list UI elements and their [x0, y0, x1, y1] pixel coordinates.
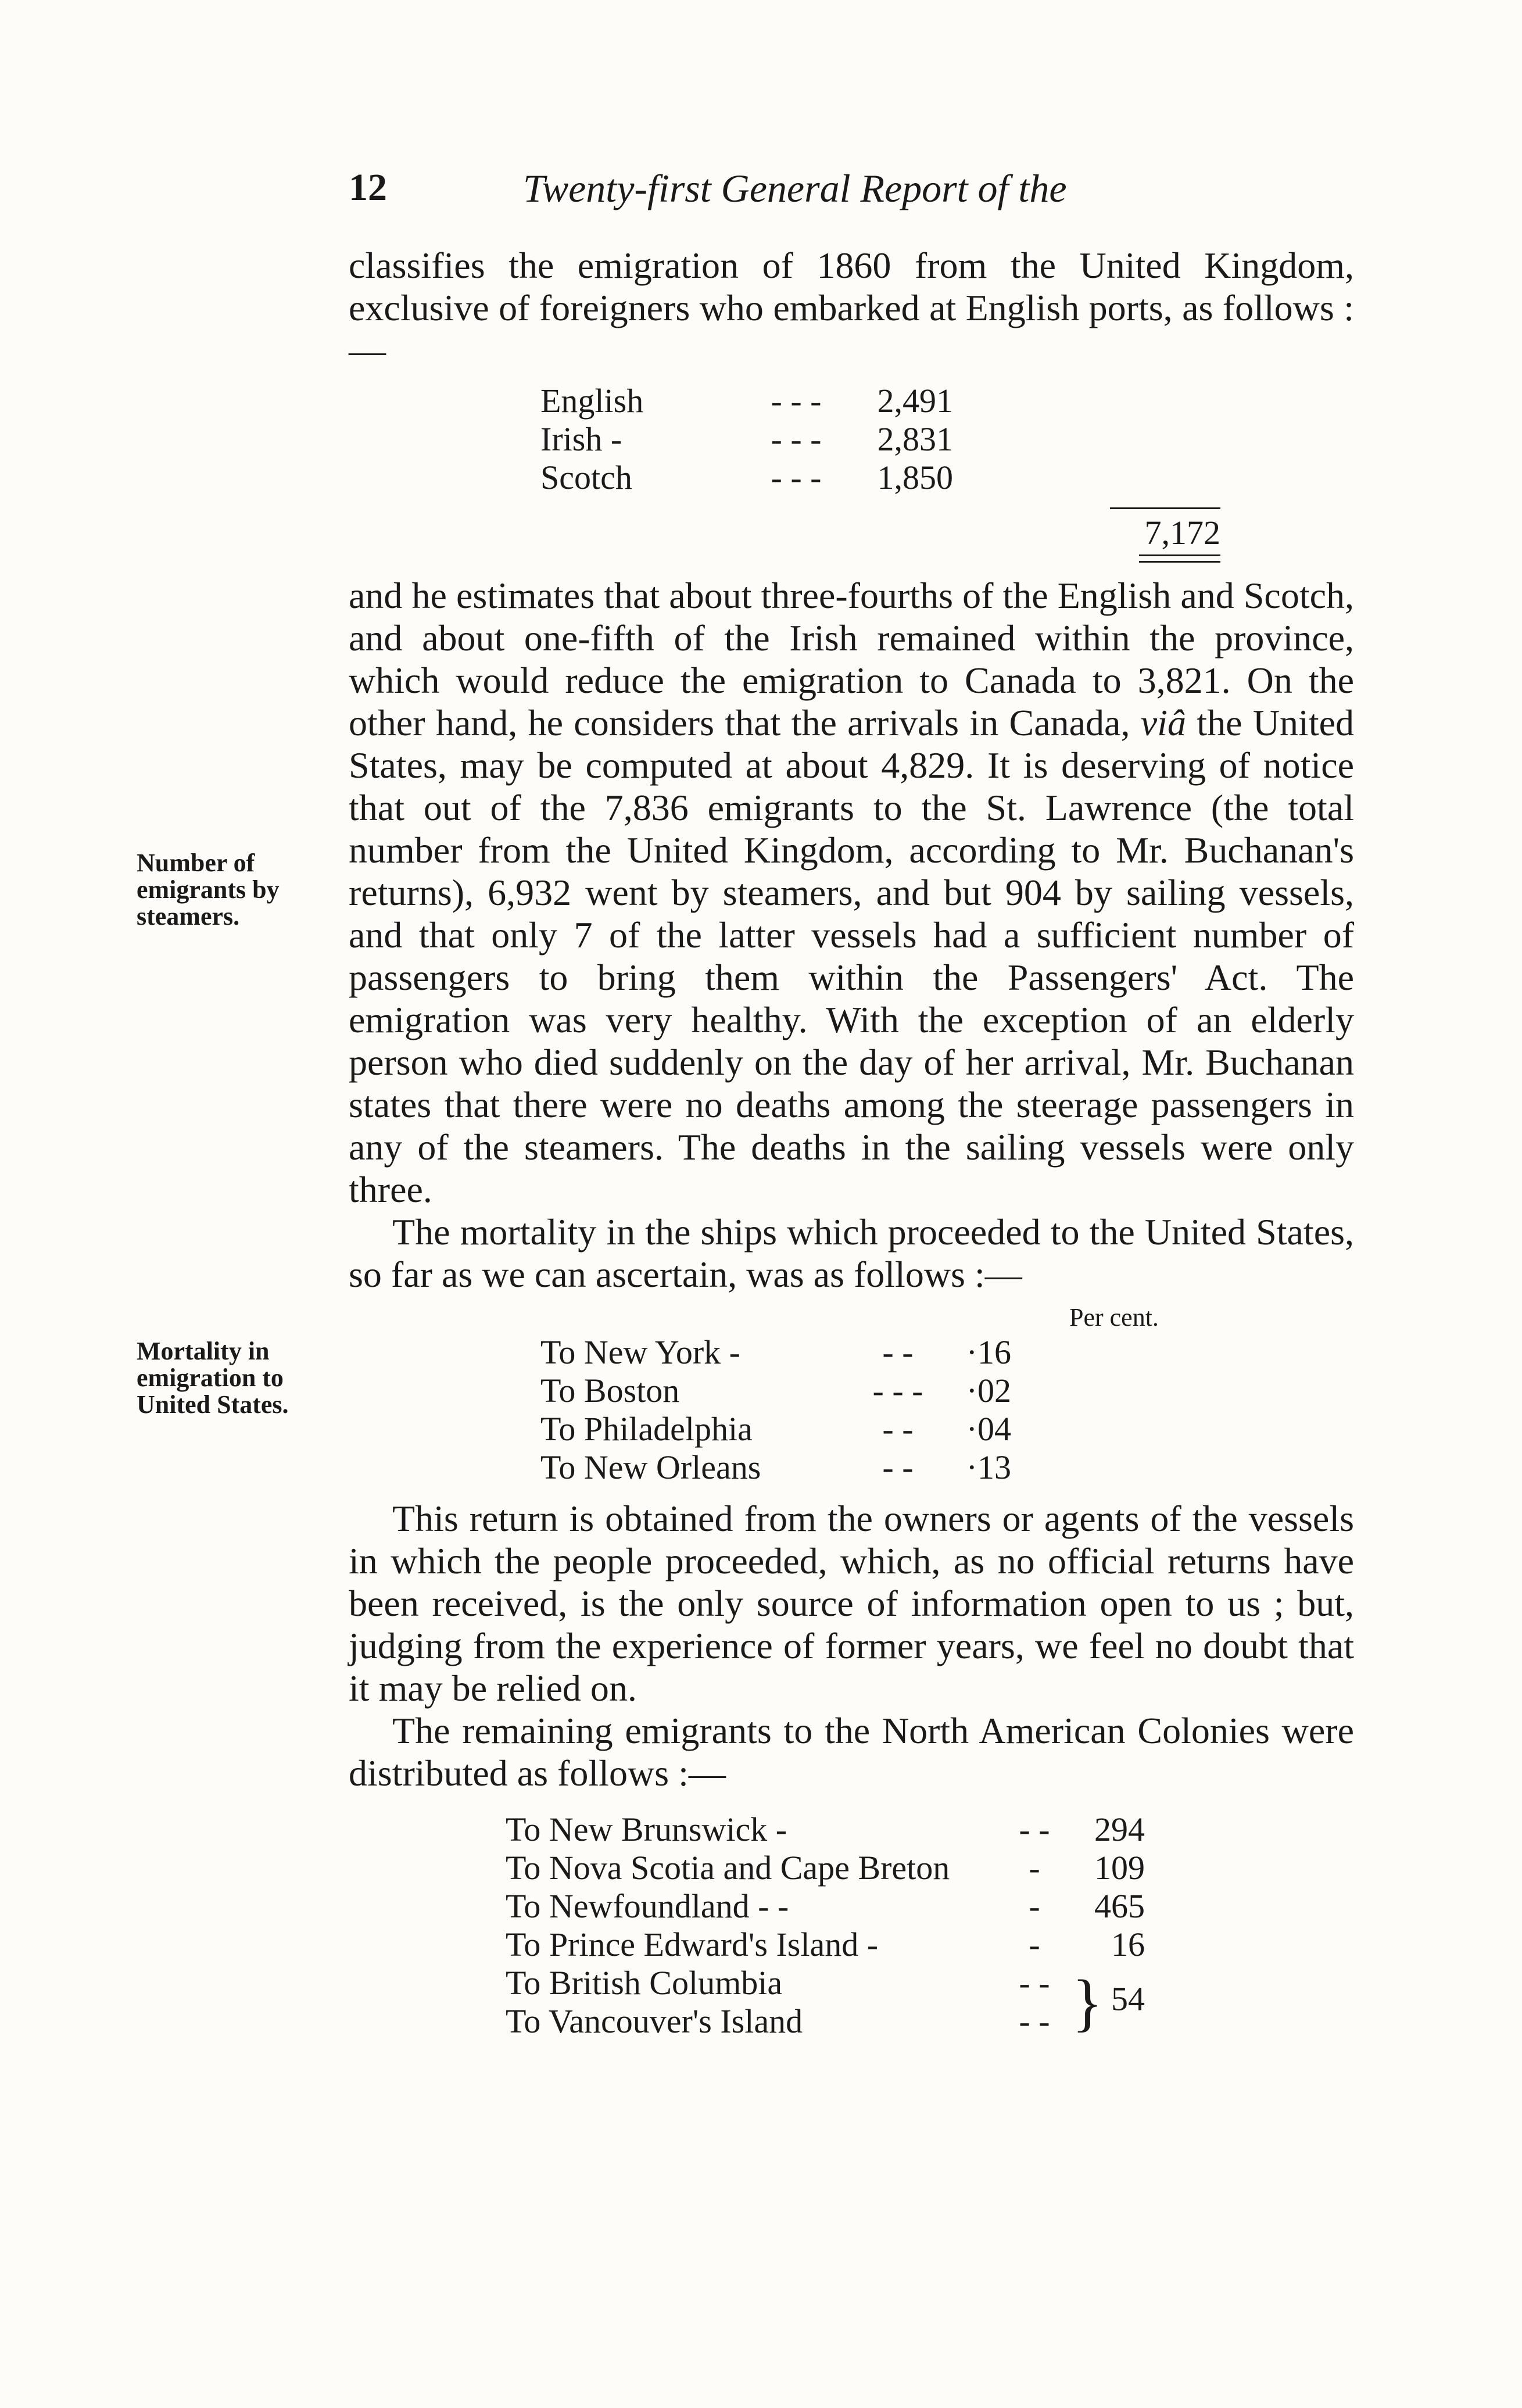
leader-dashes: - -	[1019, 1811, 1050, 1848]
paragraph-2-rest: the United States, may be computed at about 4,829. It is deserving of notice that out of the 7,836 emigrants to the St. Lawrence (the total number from the United Kingdom, according to Mr. Buchanan's returns), 6,932 went by steamers, and but 904 by sailing vessels, and that only 7 of the latter vessels had a sufficient number of passengers to bring them within the Passengers' Act. The emigration was very healthy. With the exception of an elderly person who died suddenly on the day of her arrival, Mr. Buchanan states that there were no deaths among the steerage passengers in any of the steamers. The deaths in the sailing vessels were only three.	[349, 702, 1355, 1210]
row-value: ·02	[966, 1372, 1011, 1409]
table-row	[540, 420, 953, 459]
row-label: To Vancouver's Island	[506, 2002, 803, 2040]
row-value: 54	[1111, 1980, 1145, 2018]
row-value: ·13	[966, 1448, 1011, 1486]
body-text	[349, 244, 1354, 2041]
table-row	[506, 1887, 1145, 1926]
row-value: 294	[1094, 1811, 1145, 1848]
row-label: To New Brunswick -	[506, 1811, 787, 1848]
row-value: 16	[1111, 1926, 1145, 1963]
nationality-total: 7,172	[1144, 514, 1220, 552]
paragraph-4: This return is obtained from the owners or agents of the vessels in which the people proceeded, which, as no official returns have been received, is the only source of information open to us ; but, judging from the experience of former years, we feel no doubt that it may be relied on.	[349, 1498, 1354, 1709]
table-row	[506, 2002, 1145, 2041]
leader-dashes: - - -	[771, 420, 822, 458]
paragraph-5: The remaining emigrants to the North American Colonies were distributed as follows :—	[349, 1710, 1354, 1794]
curly-brace-icon: }	[1072, 1967, 1103, 2038]
mortality-table	[540, 1333, 1011, 1487]
row-label: To New York -	[540, 1333, 740, 1371]
paragraph-2-start: and he estimates that about three-fourths of the English and Scotch, and about one-fifth of the Irish remained within the province, which would reduce the emigration to Canada to 3,821. On the other hand, he considers that the arrivals in Canada,	[349, 575, 1354, 743]
leader-dashes: -	[1029, 1926, 1040, 1963]
per-cent-header: Per cent.	[1069, 1303, 1159, 1332]
row-label: To Newfoundland - -	[506, 1887, 789, 1925]
row-value: ·16	[966, 1333, 1011, 1371]
running-title: Twenty-first General Report of the	[523, 166, 1067, 210]
table-row	[540, 1372, 1011, 1410]
row-value: 2,831	[877, 420, 953, 458]
page-number: 12	[349, 166, 387, 209]
row-value: ·04	[966, 1410, 1011, 1448]
leader-dashes: - -	[882, 1333, 914, 1371]
double-rule	[1139, 554, 1220, 563]
table-row	[506, 1926, 1145, 1964]
page-header	[349, 166, 1354, 212]
leader-dashes: - - -	[872, 1372, 923, 1409]
paragraph-2	[349, 574, 1354, 1211]
table-row	[506, 1811, 1145, 1849]
table-row	[540, 459, 953, 497]
table-row	[540, 1410, 1011, 1448]
colonies-table	[506, 1811, 1145, 2041]
leader-dashes: - -	[1019, 1964, 1050, 2002]
italic-via: viâ	[1140, 702, 1186, 743]
paragraph-1: classifies the emigration of 1860 from the United Kingdom, exclusive of foreigners who embarked at English ports, as follows :—	[349, 245, 1354, 371]
nationality-table	[540, 382, 953, 497]
leader-dashes: -	[1029, 1887, 1040, 1925]
table-row	[540, 1448, 1011, 1487]
row-value: 465	[1094, 1887, 1145, 1925]
row-value: 1,850	[877, 459, 953, 496]
leader-dashes: - - -	[771, 382, 822, 420]
row-label: English	[540, 382, 644, 420]
leader-dashes: - - -	[771, 459, 822, 496]
table-row	[506, 1964, 1145, 2002]
leader-dashes: - -	[882, 1410, 914, 1448]
row-label: Scotch	[540, 459, 632, 496]
row-label: To British Columbia	[506, 1964, 783, 2002]
leader-dashes: - -	[1019, 2002, 1050, 2040]
row-label: To Philadelphia	[540, 1410, 753, 1448]
row-value: 2,491	[877, 382, 953, 420]
row-label: To Nova Scotia and Cape Breton	[506, 1849, 950, 1887]
sidenote-mortality: Mortality in emigration to United States.	[137, 1337, 289, 1419]
row-value: 109	[1094, 1849, 1145, 1887]
row-label: To New Orleans	[540, 1448, 761, 1486]
row-label: To Prince Edward's Island -	[506, 1926, 879, 1963]
paragraph-3: The mortality in the ships which proceeded to the United States, so far as we can ascertain, was as follows :—	[349, 1211, 1354, 1295]
table-row	[540, 1333, 1011, 1372]
row-label: Irish -	[540, 420, 622, 458]
leader-dashes: - -	[882, 1448, 914, 1486]
row-label: To Boston	[540, 1372, 680, 1409]
table-row	[506, 1849, 1145, 1887]
brace-group	[1058, 1964, 1145, 2041]
leader-dashes: -	[1029, 1849, 1040, 1887]
table-row	[540, 382, 953, 420]
sidenote-steamers: Number of emigrants by steamers.	[137, 849, 280, 931]
